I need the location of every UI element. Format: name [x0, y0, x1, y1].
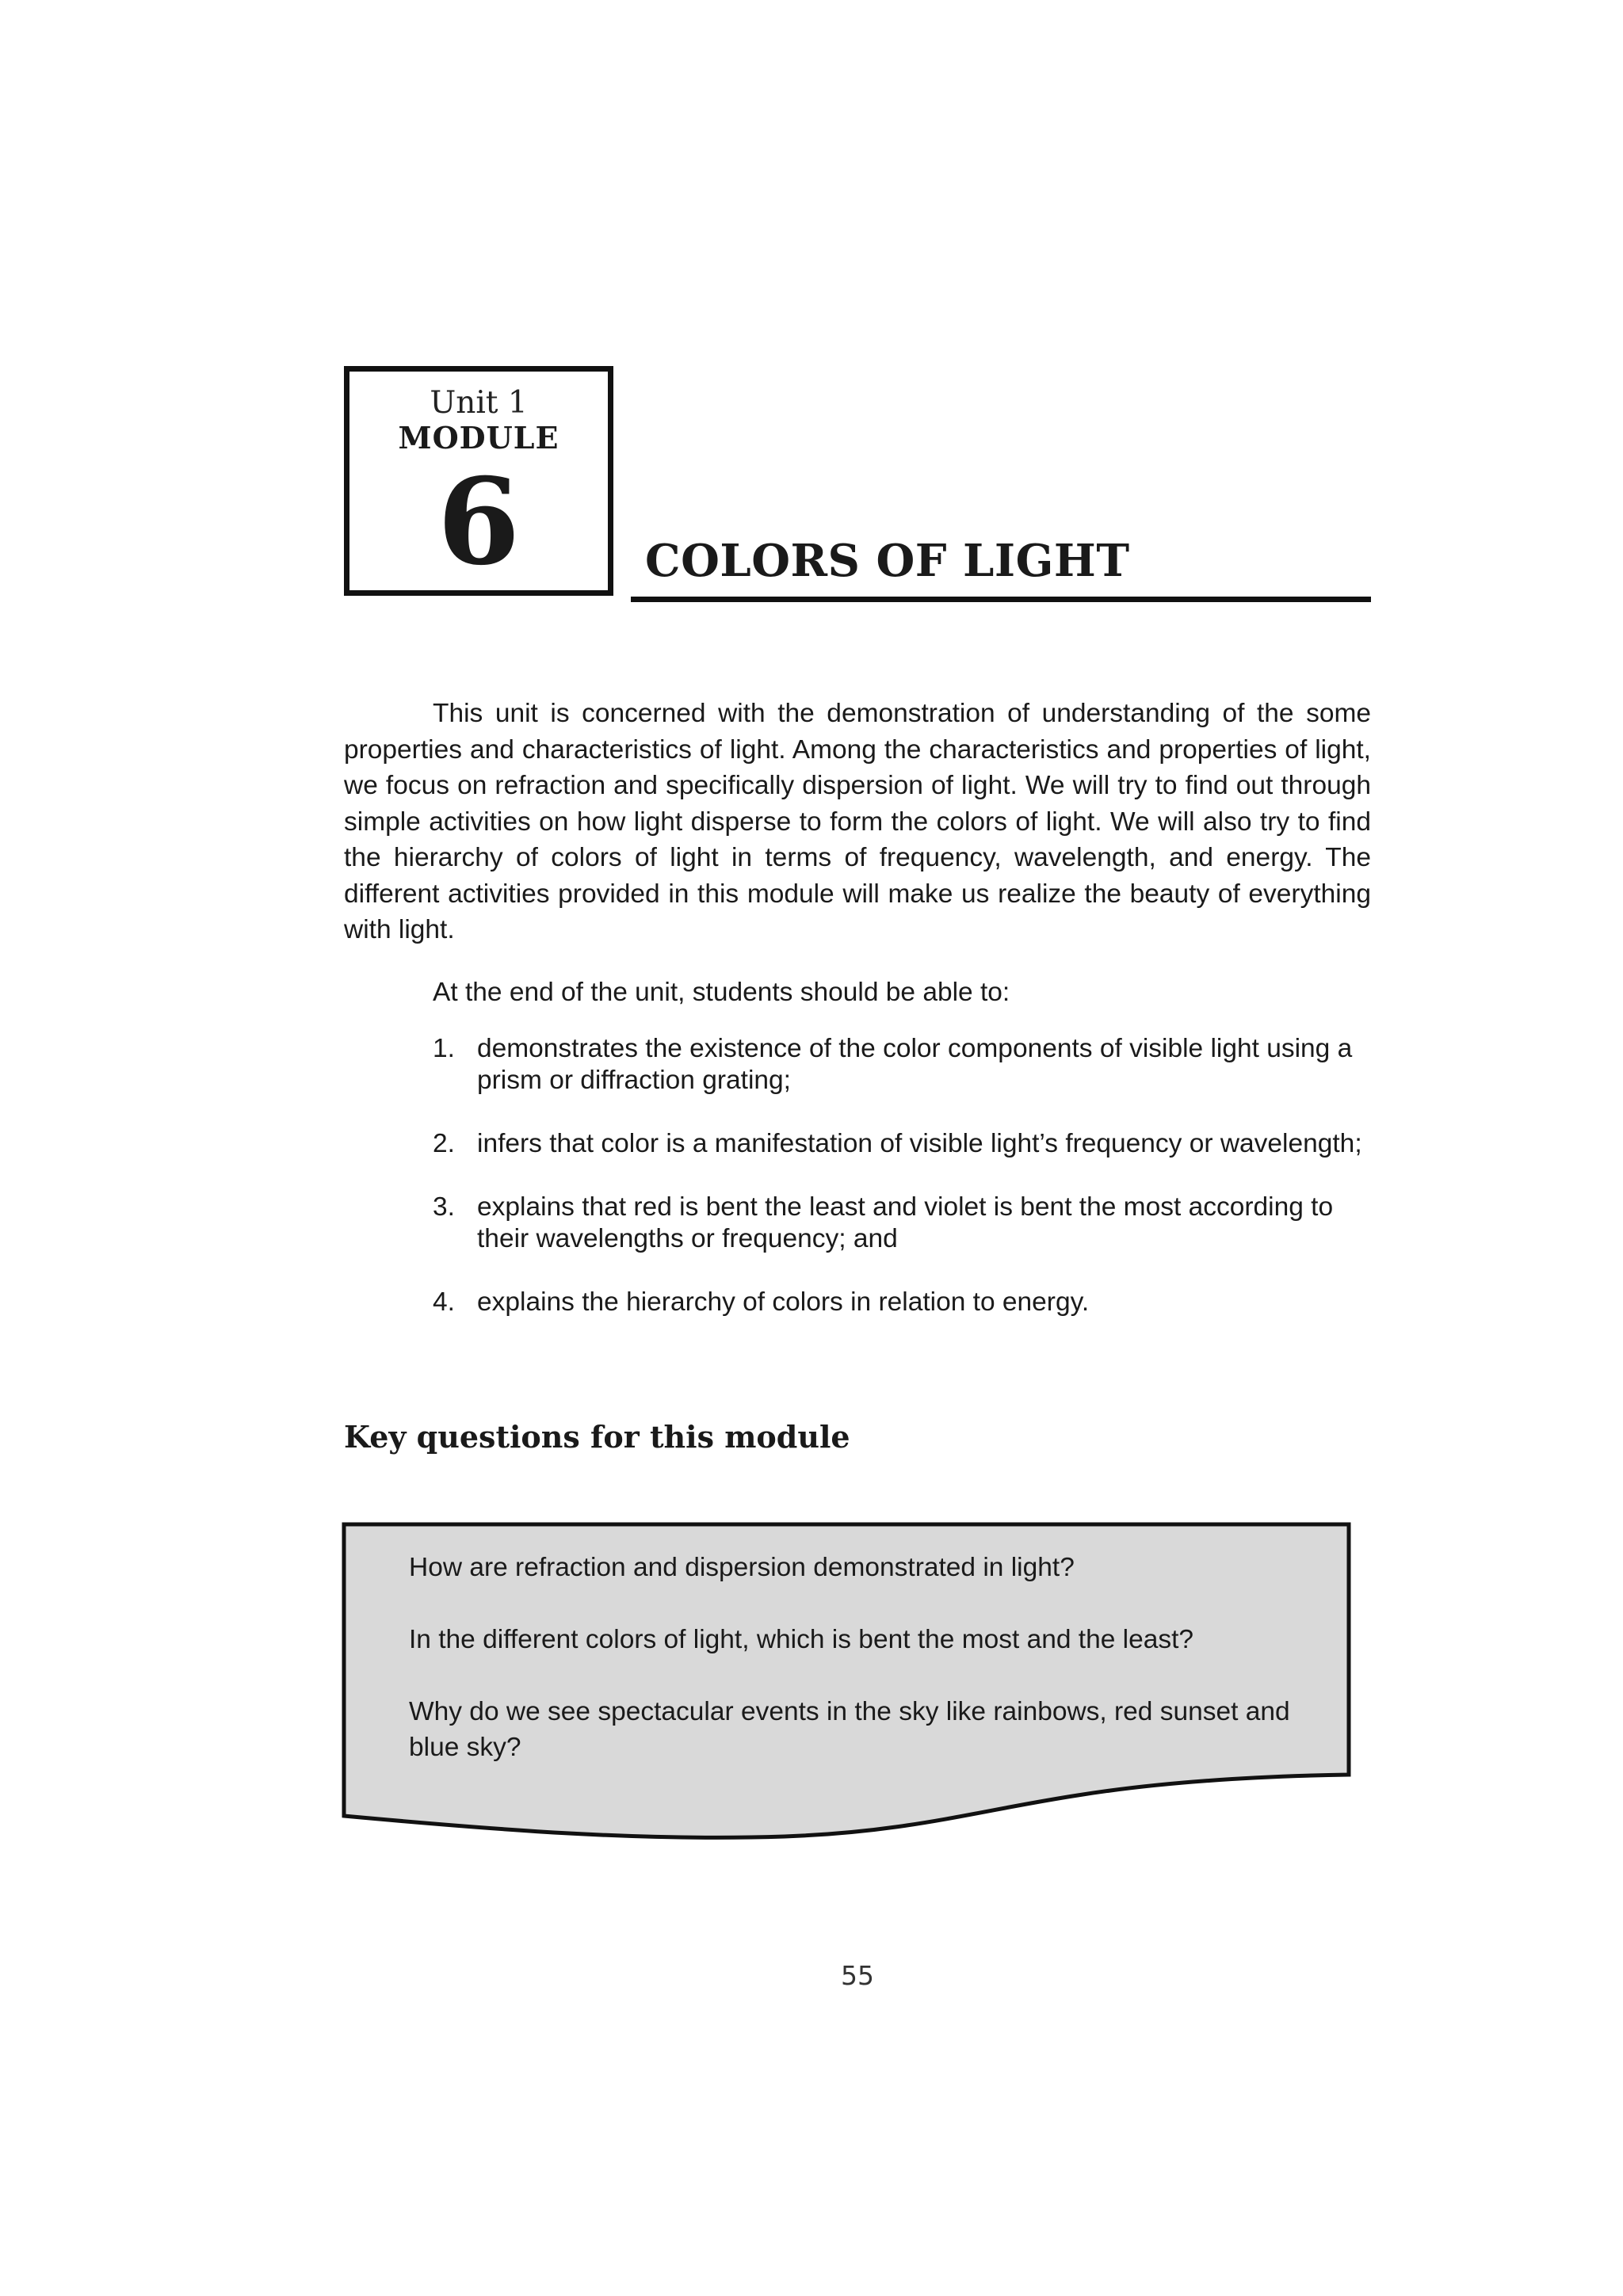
module-label: MODULE	[398, 420, 559, 456]
title-underline	[631, 597, 1371, 602]
list-item-number: 2.	[433, 1129, 455, 1158]
module-box	[344, 366, 613, 596]
list-item-text: infers that color is a manifestation of visible light’s frequency or wavelength;	[477, 1129, 1362, 1158]
list-item-text: explains that red is bent the least and violet is bent the most according to their wavelengths or frequency; and	[477, 1192, 1334, 1253]
key-questions-heading: Key questions for this module	[344, 1419, 850, 1455]
objectives-list	[433, 1033, 1371, 1350]
key-question: Why do we see spectacular events in the sky like rainbows, red sunset and blue sky?	[409, 1697, 1290, 1762]
key-question: How are refraction and dispersion demonstrated in light?	[409, 1553, 1075, 1582]
module-number: 6	[437, 452, 521, 592]
list-item	[433, 1128, 1371, 1160]
list-item-text: explains the hierarchy of colors in relation to energy.	[477, 1287, 1090, 1317]
list-item	[433, 1287, 1371, 1318]
list-item	[433, 1192, 1371, 1255]
list-item-number: 1.	[433, 1034, 455, 1063]
intro-paragraph: This unit is concerned with the demonstration of understanding of the some properties and characteristics of light. Among the characteristics and properties of light, we focus on refraction and specifically dispersion of light. We will try to find out through simple activities on how light disperse to form the colors of light. We will also try to find the hierarchy of colors of light in terms of frequency, wavelength, and energy. The different activities provided in this module will make us realize the beauty of everything with light.	[344, 699, 1371, 944]
list-item-number: 4.	[433, 1287, 455, 1317]
list-item-number: 3.	[433, 1192, 455, 1222]
key-questions	[409, 1550, 1320, 1802]
key-question: In the different colors of light, which is bent the most and the least?	[409, 1625, 1194, 1654]
page-number: 55	[841, 1960, 874, 1991]
unit-label: Unit 1	[430, 385, 528, 421]
list-item-text: demonstrates the existence of the color components of visible light using a prism or diffraction grating;	[477, 1034, 1353, 1095]
list-item	[433, 1033, 1371, 1097]
page-title: COLORS OF LIGHT	[645, 535, 1130, 587]
objectives-intro: At the end of the unit, students should be able to:	[433, 978, 1010, 1007]
